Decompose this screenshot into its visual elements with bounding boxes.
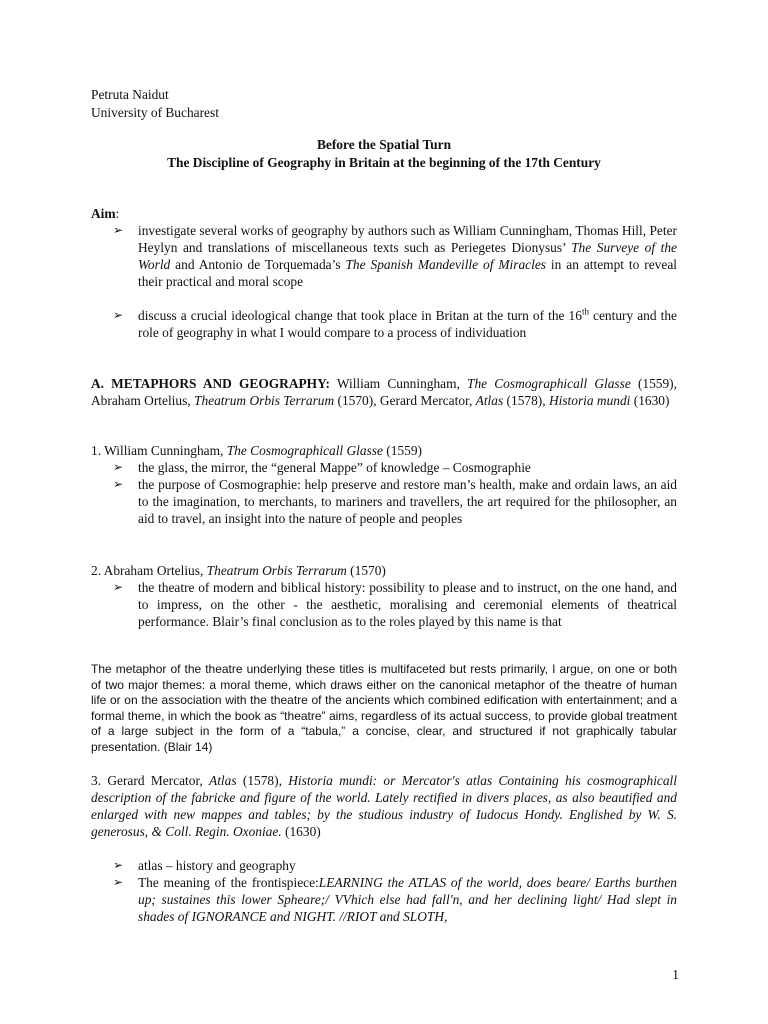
bullet-arrow-icon: ➢ — [113, 580, 124, 594]
section-a-i4: Historia mundi — [548, 393, 631, 408]
bullet-arrow-icon: ➢ — [113, 223, 124, 237]
bullet-arrow-icon: ➢ — [113, 875, 124, 889]
item-3-bullet-1 — [113, 857, 677, 874]
section-a-t3: (1570), Gerard Mercator, — [334, 393, 476, 408]
section-a-i1: The Cosmographicall Glasse — [467, 376, 631, 391]
aim-bullet-2-sup: th — [581, 306, 589, 317]
aim-colon: : — [115, 206, 120, 221]
block-quote: The metaphor of the theatre underlying these titles is multifaceted but rests primarily, I argue, on one or both of two major themes: a moral theme, which draws either on the canonical metaphor of the theatre of human life or on the association with the theatre of the ancients which combined edification with entertainment; and a formal theme, in which the book as “theatre” aims, regardless of its actual success, to provide global treatment of a large subject in the form of a “tabula,” a concise, clear, and structured if not graphically tabular presentation. (Blair 14) — [91, 662, 677, 754]
section-a-t5: (1630) — [630, 393, 670, 408]
aim-bullet-list-2 — [113, 307, 677, 341]
item-1-bullet-1-text: the glass, the mirror, the “general Mappe” of knowledge – Cosmographie — [138, 460, 531, 475]
item-1-bullet-list — [113, 459, 677, 527]
item-3-bullet-1-text: atlas – history and geography — [138, 858, 296, 873]
aim-bullet-2-text-b: century and the role of geography in what I would compare to a process of individuation — [138, 308, 677, 340]
item-2-prefix: 2. Abraham Ortelius, — [91, 563, 207, 578]
item-1-heading — [91, 442, 677, 459]
item-3-i2: Historia mundi: or Mercator's atlas Containing his cosmographicall description of the fabricke and figure of the world. Lately rectified in divers places, as also beautified and enlarged with new mappes and tables; by the studious industry of Iudocus Hondy. Englished by W. S. generosus, & Coll. Regin. Oxoniae. — [91, 773, 677, 839]
bullet-arrow-icon: ➢ — [113, 460, 124, 474]
title-block — [0, 136, 768, 172]
item-1-bullet-1 — [113, 459, 677, 476]
item-3-i1: Atlas — [209, 773, 237, 788]
item-2-bullet-list — [113, 579, 677, 630]
aim-bullet-2 — [113, 307, 677, 341]
section-a-title: A. METAPHORS AND GEOGRAPHY: — [91, 376, 330, 391]
aim-bullet-1-text-c: in an attempt to reveal their practical and moral scope — [138, 257, 677, 289]
aim-bullet-1-text-b: and Antonio de Torquemada’s — [170, 257, 346, 272]
aim-label: Aim — [91, 206, 116, 221]
item-3-bullet-2-italic: LEARNING the ATLAS of the world, does beare/ Earths burthen up; sustaines this lower Spheare;/ VVhich else had fall'n, and her declining light/ Had slept in shades of IGNORANCE and NIGHT. //RIOT and SLOTH, — [138, 875, 677, 924]
item-2-bullet-1 — [113, 579, 677, 630]
item-3-prefix: 3. Gerard Mercator, — [91, 773, 210, 788]
item-2-heading — [91, 562, 677, 579]
item-3-bullet-2-text: The meaning of the frontispiece: — [138, 875, 319, 890]
page-title: Before the Spatial Turn — [316, 137, 452, 152]
item-2-italic: Theatrum Orbis Terrarum — [206, 563, 347, 578]
aim-bullet-1-italic-b: The Spanish Mandeville of Miracles — [345, 257, 546, 272]
section-a-heading — [91, 375, 677, 409]
page-subtitle: The Discipline of Geography in Britain at the beginning of the 17th Century — [167, 155, 601, 170]
section-a-i3: Atlas — [475, 393, 504, 408]
author-name: Petruta Naidut — [91, 87, 169, 102]
item-3-bullet-list — [113, 857, 677, 925]
author-block — [91, 86, 219, 122]
item-1-bullet-2-text: the purpose of Cosmographie: help preserve and restore man’s health, make and ordain laws, an aid to the imagination, to merchants, to mariners and travellers, the art required for the philosopher, an aid to travel, an insight into the nature of people and peoples — [138, 477, 677, 526]
item-1-bullet-2 — [113, 476, 677, 527]
aim-bullet-2-text-a: discuss a crucial ideological change that took place in Britan at the turn of the 16 — [138, 308, 582, 323]
bullet-arrow-icon: ➢ — [113, 308, 124, 322]
item-1-italic: The Cosmographicall Glasse — [226, 443, 383, 458]
author-affiliation: University of Bucharest — [91, 105, 219, 120]
item-1-suffix: (1559) — [382, 443, 423, 458]
item-2-suffix: (1570) — [346, 563, 386, 578]
bullet-arrow-icon: ➢ — [113, 477, 124, 491]
item-2-bullet-1-text: the theatre of modern and biblical history: possibility to please and to instruct, on the one hand, and to impress, on the other - the aesthetic, moralising and ceremonial elements of theatrical performance. Blair’s final conclusion as to the roles played by this name is that — [138, 580, 677, 629]
aim-bullet-1 — [113, 222, 677, 290]
item-3-t2: (1630) — [281, 824, 321, 839]
aim-bullet-list — [113, 222, 677, 290]
page-number: 1 — [672, 967, 679, 982]
section-a-t1: William Cunningham, — [330, 376, 468, 391]
section-a-t4: (1578), — [503, 393, 549, 408]
aim-bullet-1-italic-a: The Surveye of the World — [138, 240, 678, 272]
item-3-heading — [91, 772, 677, 840]
item-1-prefix: 1. William Cunningham, — [91, 443, 227, 458]
aim-heading — [91, 205, 119, 222]
item-3-t1: (1578), — [236, 773, 289, 788]
bullet-arrow-icon: ➢ — [113, 858, 124, 872]
section-a-i2: Theatrum Orbis Terrarum — [194, 393, 335, 408]
section-a-t2: (1559), Abraham Ortelius, — [91, 376, 677, 408]
aim-bullet-1-text-a: investigate several works of geography by authors such as William Cunningham, Thomas Hill, Peter Heylyn and translations of miscellaneous texts such as Periegetes Dionysus’ — [138, 223, 677, 255]
item-3-bullet-2 — [113, 874, 677, 925]
